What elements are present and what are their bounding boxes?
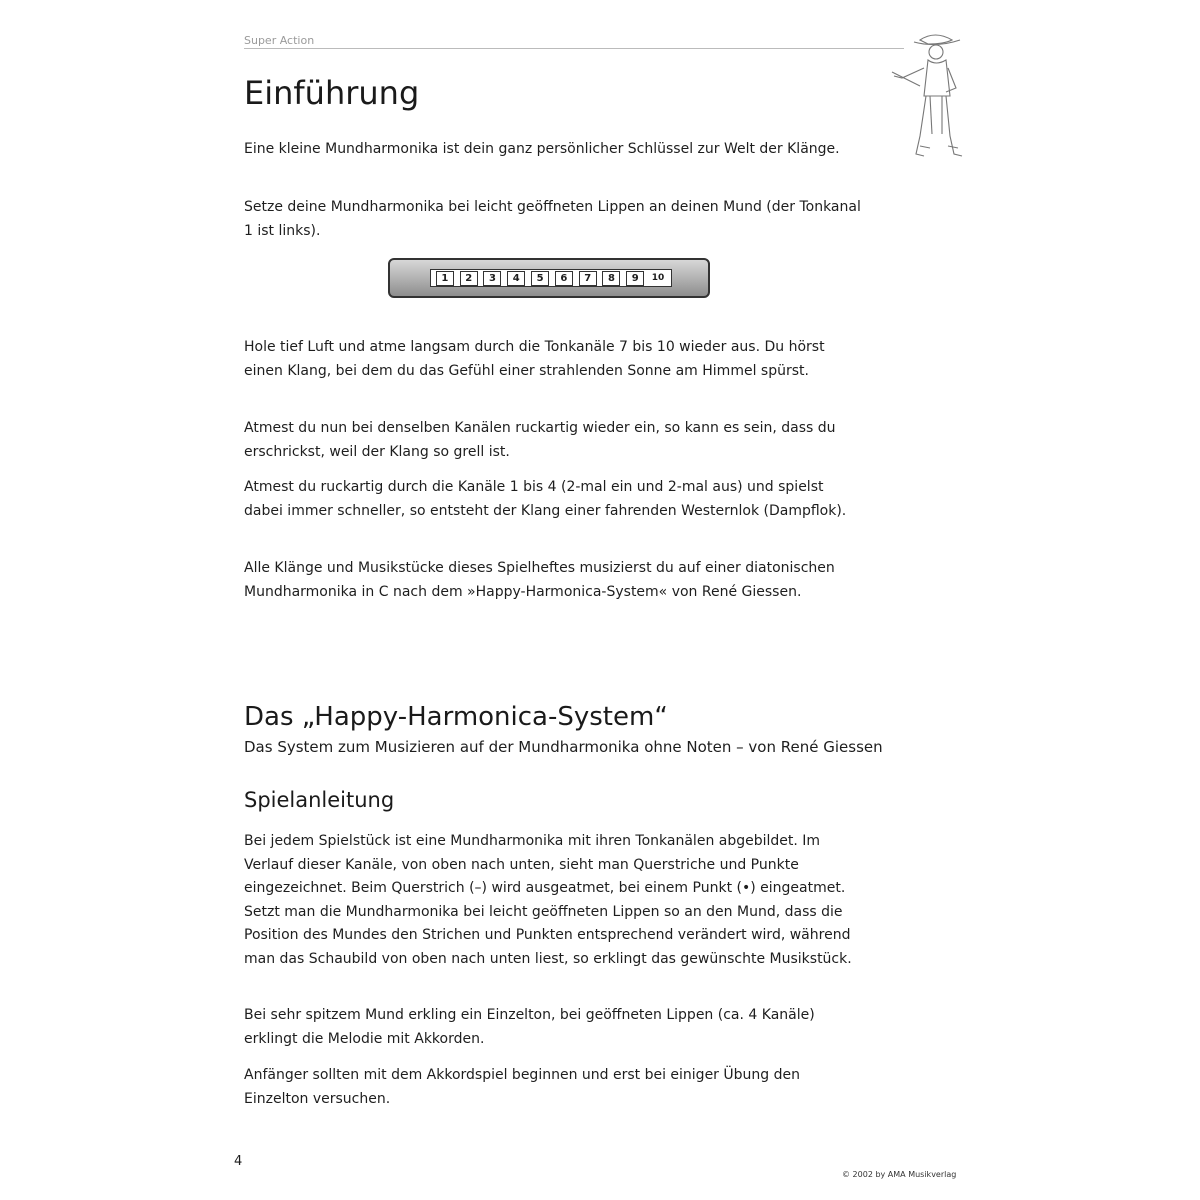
cowboy-illustration-icon xyxy=(890,26,980,166)
copyright-notice: © 2002 by AMA Musikverlag xyxy=(842,1170,957,1179)
harmonica-channels xyxy=(430,269,672,287)
intro-paragraph-3: Hole tief Luft und atme langsam durch die Tonkanäle 7 bis 10 wieder aus. Du hörst einen Klang, bei dem du das Gefühl einer strahlenden Sonne am Himmel spürst. xyxy=(244,339,825,379)
section-subtitle-system: Das System zum Musizieren auf der Mundharmonika ohne Noten – von René Giessen xyxy=(244,738,883,756)
spielanleitung-paragraph-2: Bei sehr spitzem Mund erkling ein Einzelton, bei geöffneten Lippen (ca. 4 Kanäle) erklingt die Melodie mit Akkorden. xyxy=(244,1007,815,1047)
running-header: Super Action xyxy=(244,34,315,47)
harmonica-channel: 8 xyxy=(602,271,620,286)
intro-paragraph-6: Alle Klänge und Musikstücke dieses Spielheftes musizierst du auf einer diatonischen Mundharmonika in C nach dem »Happy-Harmonica-System« von René Giessen. xyxy=(244,560,835,600)
spielanleitung-paragraph-1: Bei jedem Spielstück ist eine Mundharmonika mit ihren Tonkanälen abgebildet. Im Verlauf dieser Kanäle, von oben nach unten, sieht man Querstriche und Punkte eingezeichnet. Beim Querstrich (–) wird ausgeatmet, bei einem Punkt (•) eingeatmet. Setzt man die Mundharmonika bei leicht geöffneten Lippen so an den Mund, dass die Position des Mundes den Strichen und Punkten entsprechend verändert wird, während man das Schaubild von oben nach unten liest, so erklingt das gewünschte Musikstück. xyxy=(244,833,852,967)
page-number: 4 xyxy=(234,1154,243,1169)
harmonica-channel: 6 xyxy=(555,271,573,286)
intro-paragraph-1: Eine kleine Mundharmonika ist dein ganz persönlicher Schlüssel zur Welt der Klänge. xyxy=(244,141,840,157)
harmonica-diagram xyxy=(388,258,710,298)
intro-paragraph-5: Atmest du ruckartig durch die Kanäle 1 bis 4 (2-mal ein und 2-mal aus) und spielst dabei immer schneller, so entsteht der Klang einer fahrenden Westernlok (Dampflok). xyxy=(244,479,847,519)
harmonica-channel: 1 xyxy=(436,271,454,286)
header-rule xyxy=(244,48,904,49)
spielanleitung-paragraph-3: Anfänger sollten mit dem Akkordspiel beginnen und erst bei einiger Übung den Einzelton versuchen. xyxy=(244,1067,800,1107)
intro-paragraph-4: Atmest du nun bei denselben Kanälen ruckartig wieder ein, so kann es sein, dass du erschrickst, weil der Klang so grell ist. xyxy=(244,420,836,460)
harmonica-channel: 9 xyxy=(626,271,644,286)
section-title-spielanleitung: Spielanleitung xyxy=(244,788,395,812)
harmonica-channel: 5 xyxy=(531,271,549,286)
harmonica-channel: 10 xyxy=(651,272,665,283)
section-title-system: Das „Happy-Harmonica-System“ xyxy=(244,702,668,732)
harmonica-channel: 3 xyxy=(483,271,501,286)
harmonica-channel: 4 xyxy=(507,271,525,286)
intro-paragraph-2: Setze deine Mundharmonika bei leicht geöffneten Lippen an deinen Mund (der Tonkanal 1 ist links). xyxy=(244,199,861,239)
harmonica-channel: 2 xyxy=(460,271,478,286)
page-title: Einführung xyxy=(244,74,420,112)
harmonica-channel: 7 xyxy=(579,271,597,286)
